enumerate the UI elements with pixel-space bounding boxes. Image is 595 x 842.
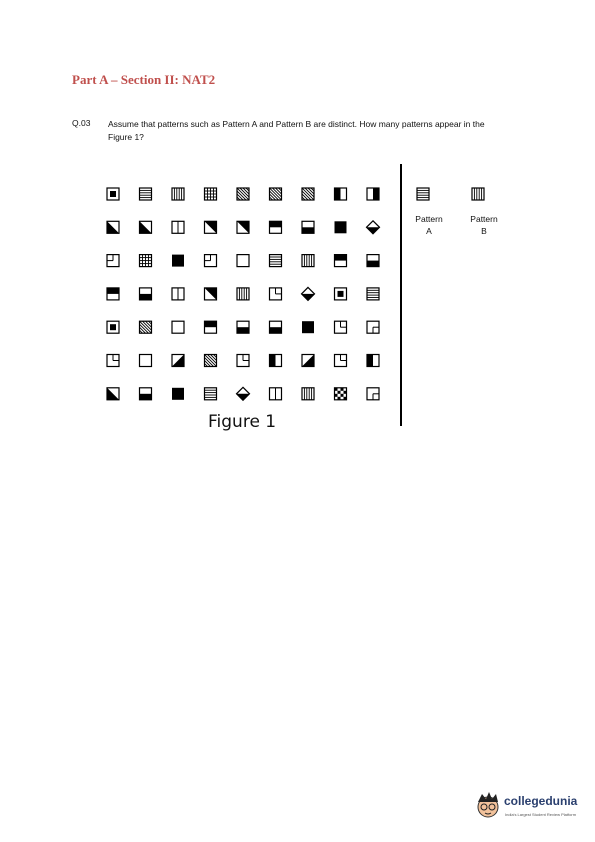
pattern-tile [270, 288, 282, 300]
mascot-icon [474, 790, 502, 822]
pattern-tile [367, 188, 379, 200]
pattern-a-name: Pattern [415, 214, 443, 224]
pattern-b-icon [472, 188, 484, 200]
pattern-tile [237, 387, 250, 400]
pattern-b-label [459, 213, 509, 237]
pattern-tile [140, 355, 152, 367]
pattern-tile [367, 288, 379, 300]
pattern-tile [205, 188, 217, 200]
pattern-tile [140, 388, 152, 400]
pattern-tile [302, 287, 315, 300]
pattern-tile [335, 188, 347, 200]
pattern-tile [367, 321, 379, 333]
pattern-tile [205, 255, 217, 267]
pattern-tile [335, 255, 347, 267]
pattern-tile [237, 255, 249, 267]
question-text: Assume that patterns such as Pattern A and Pattern B are distinct. How many patterns appear in the Figure 1? [108, 119, 485, 142]
pattern-a-label [404, 213, 454, 237]
pattern-tile [172, 188, 184, 200]
pattern-tile [172, 355, 184, 367]
pattern-tile [270, 221, 282, 233]
pattern-tile [205, 321, 217, 333]
pattern-tile [367, 388, 379, 400]
pattern-tile [270, 255, 282, 267]
pattern-tile [172, 288, 184, 300]
pattern-tile [270, 355, 282, 367]
pattern-b-letter: B [481, 226, 487, 236]
pattern-tile [140, 188, 152, 200]
pattern-tile [193, 355, 229, 367]
pattern-tile [107, 388, 119, 400]
pattern-tile [107, 188, 119, 200]
pattern-tile [205, 288, 217, 300]
pattern-tile [335, 288, 347, 300]
pattern-tile [140, 288, 152, 300]
pattern-tile [107, 355, 119, 367]
pattern-b-name: Pattern [470, 214, 498, 224]
pattern-tile [270, 388, 282, 400]
pattern-tile [237, 355, 249, 367]
pattern-tile [107, 321, 119, 333]
pattern-tile [172, 255, 184, 267]
pattern-tile [302, 255, 314, 267]
pattern-tile [128, 321, 164, 333]
pattern-tile [270, 321, 282, 333]
pattern-a-letter: A [426, 226, 432, 236]
pattern-tile [290, 188, 326, 200]
pattern-tile [225, 188, 261, 200]
pattern-tile [367, 221, 380, 234]
pattern-tile [302, 388, 314, 400]
pattern-tile [367, 255, 379, 267]
pattern-tile [140, 255, 152, 267]
logo-name: collegedunia [504, 794, 578, 808]
pattern-a-icon [417, 188, 429, 200]
logo-tagline: India's Largest Student Review Platform [505, 812, 577, 817]
pattern-tile [302, 355, 314, 367]
pattern-tile [302, 221, 314, 233]
pattern-tile [205, 221, 217, 233]
pattern-tile [335, 388, 347, 400]
pattern-tile [172, 388, 184, 400]
pattern-tile [237, 288, 249, 300]
pattern-tile [367, 355, 379, 367]
pattern-tile [335, 321, 347, 333]
pattern-tile [107, 288, 119, 300]
pattern-tile [258, 188, 294, 200]
vertical-divider [400, 164, 402, 426]
pattern-tile [237, 221, 249, 233]
pattern-tile [237, 321, 249, 333]
question-number: Q.03 [72, 118, 91, 128]
pattern-tile [172, 321, 184, 333]
pattern-tile [335, 221, 347, 233]
pattern-tile [302, 321, 314, 333]
pattern-tile [172, 221, 184, 233]
section-title: Part A – Section II: NAT2 [72, 72, 216, 87]
pattern-tile [205, 388, 217, 400]
collegedunia-logo [474, 790, 584, 830]
pattern-tile [107, 255, 119, 267]
figure-caption: Figure 1 [208, 412, 277, 432]
pattern-tile [335, 355, 347, 367]
pattern-tile [107, 221, 119, 233]
pattern-tile [140, 221, 152, 233]
